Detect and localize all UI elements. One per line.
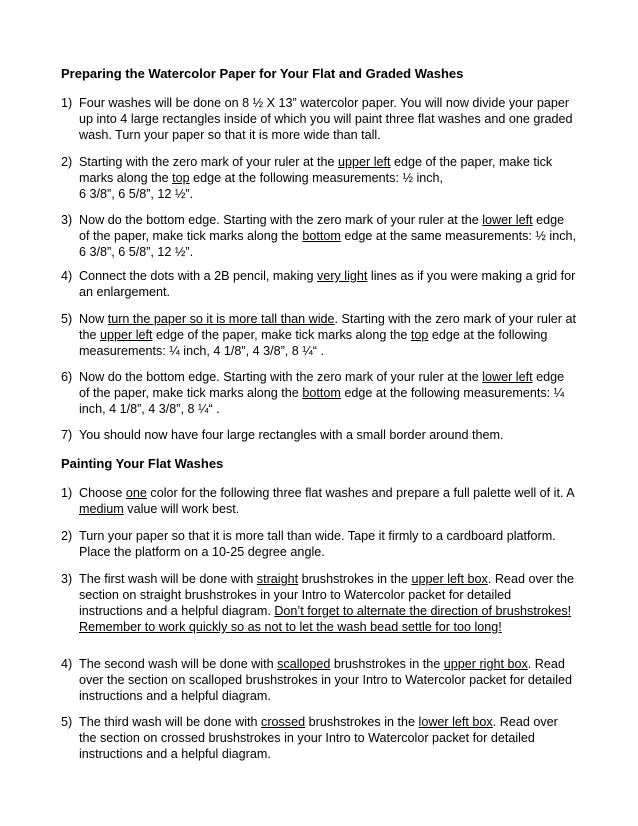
text-line [79, 656, 591, 672]
list-item-text [79, 528, 591, 560]
text-run: instructions and a helpful diagram. [79, 689, 271, 703]
underlined-text: straight [256, 572, 299, 586]
text-run: Connect the dots with a 2B pencil, making [79, 269, 318, 283]
list-item [61, 311, 591, 359]
text-run: Starting with the zero mark of your ruler at the [79, 155, 338, 169]
text-run: . Read over the [487, 572, 574, 586]
text-line [79, 170, 591, 186]
text-run: Turn your paper so that it is more tall than wide. Tape it firmly to a cardboard platform. [79, 529, 556, 543]
underlined-text: upper left [100, 328, 153, 342]
list-number: 4) [61, 269, 73, 283]
text-line [79, 268, 591, 284]
text-run: . Read over [492, 715, 558, 729]
list-item [61, 485, 591, 517]
text-line [79, 501, 591, 517]
text-line [79, 714, 591, 730]
text-run: The first wash will be done with [79, 572, 257, 586]
underlined-text: lower left [482, 213, 533, 227]
underlined-text: Don’t forget to alternate the direction of brushstrokes! [274, 604, 572, 618]
text-line [79, 427, 591, 443]
text-run: Now do the bottom edge. Starting with the zero mark of your ruler at the [79, 213, 483, 227]
list-item [61, 528, 591, 560]
text-line [79, 401, 591, 417]
text-run: instructions and a helpful diagram. [79, 604, 275, 618]
underlined-text: one [125, 486, 147, 500]
text-line [79, 544, 591, 560]
list-number: 2) [61, 529, 73, 543]
text-run: brushstrokes in the [330, 657, 444, 671]
text-run: Four washes will be done on 8 ½ X 13” watercolor paper. You will now divide your paper [79, 96, 570, 110]
list-number: 1) [61, 96, 73, 110]
text-line [79, 688, 591, 704]
text-run: edge [532, 370, 565, 384]
text-run: Choose [79, 486, 126, 500]
list-item-text [79, 311, 591, 359]
text-line [79, 186, 591, 202]
list-item [61, 95, 591, 143]
underlined-text: upper right box [443, 657, 528, 671]
text-run: You should now have four large rectangles with a small border around them. [79, 428, 504, 442]
text-run: . Read [527, 657, 565, 671]
text-line [79, 95, 591, 111]
text-run: an enlargement. [79, 285, 171, 299]
text-line [79, 571, 591, 587]
list-number: 3) [61, 572, 73, 586]
text-run: up into 4 large rectangles inside of which you will paint three flat washes and one graded [79, 112, 573, 126]
text-line [79, 284, 591, 300]
text-line [79, 154, 591, 170]
text-line [79, 311, 591, 327]
text-run: of the paper, make tick marks along the [79, 229, 303, 243]
list-item [61, 656, 591, 704]
underlined-text: top [172, 171, 190, 185]
text-line [79, 369, 591, 385]
text-run: edge at the following measurements: ½ inch, [189, 171, 444, 185]
section-heading-preparing-paper: Preparing the Watercolor Paper for Your Flat and Graded Washes [61, 66, 464, 81]
text-run: the section on crossed brushstrokes in your Intro to Watercolor packet for detailed [79, 731, 535, 745]
text-run: 6 3/8”, 6 5/8”, 12 ½”. [79, 187, 194, 201]
text-line [79, 111, 591, 127]
text-run: edge [532, 213, 565, 227]
underlined-text: bottom [302, 229, 341, 243]
text-line [79, 603, 591, 619]
text-run: edge at the following [428, 328, 548, 342]
text-line [79, 672, 591, 688]
list-item-text [79, 212, 591, 260]
text-run: instructions and a helpful diagram. [79, 747, 271, 761]
text-line [79, 528, 591, 544]
list-item [61, 212, 591, 260]
text-run: brushstrokes in the [305, 715, 419, 729]
text-run: inch, 4 1/8”, 4 3/8”, 8 ¼“ . [79, 402, 220, 416]
list-number: 1) [61, 486, 73, 500]
text-run: edge of the paper, make tick [390, 155, 553, 169]
text-run: marks along the [79, 171, 173, 185]
text-run: color for the following three flat washes and prepare a full palette well of it. A [146, 486, 575, 500]
text-run: Place the platform on a 10-25 degree angle. [79, 545, 325, 559]
list-number: 6) [61, 370, 73, 384]
underlined-text: crossed [261, 715, 306, 729]
underlined-text: scalloped [277, 657, 331, 671]
text-line [79, 127, 591, 143]
underlined-text: very light [317, 269, 368, 283]
text-run: brushstrokes in the [298, 572, 412, 586]
list-item [61, 427, 591, 443]
text-line [79, 385, 591, 401]
text-run: edge of the paper, make tick marks along the [152, 328, 411, 342]
underlined-text: upper left [337, 155, 391, 169]
underlined-text: medium [79, 502, 124, 516]
list-item-text [79, 268, 591, 300]
text-run: value will work best. [123, 502, 240, 516]
text-line [79, 327, 591, 343]
list-item [61, 714, 591, 762]
text-line [79, 485, 591, 501]
list-item-text [79, 154, 591, 202]
text-run: The third wash will be done with [79, 715, 262, 729]
text-line [79, 228, 591, 244]
list-item-text [79, 427, 591, 443]
text-run: Now do the bottom edge. Starting with the zero mark of your ruler at the [79, 370, 483, 384]
text-line [79, 746, 591, 762]
list-item [61, 268, 591, 300]
list-item-text [79, 714, 591, 762]
text-run: wash. Turn your paper so that it is more wide than tall. [79, 128, 381, 142]
text-line [79, 343, 591, 359]
underlined-text: lower left [482, 370, 533, 384]
text-line [79, 619, 591, 635]
text-run: 6 3/8”, 6 5/8”, 12 ½”. [79, 245, 194, 259]
list-item [61, 154, 591, 202]
text-run: edge at the same measurements: ½ inch, [340, 229, 577, 243]
underlined-text: top [410, 328, 429, 342]
text-run: over the section on scalloped brushstrokes in your Intro to Watercolor packet for detailed [79, 673, 573, 687]
list-item-text [79, 656, 591, 704]
list-item-text [79, 485, 591, 517]
text-run: section on straight brushstrokes in your Intro to Watercolor packet for detailed [79, 588, 512, 602]
underlined-text: bottom [302, 386, 341, 400]
underlined-text: Remember to work quickly so as not to let the wash bead settle for too long! [79, 620, 502, 634]
text-run: edge at the following measurements: ¼ [340, 386, 565, 400]
list-item [61, 369, 591, 417]
list-item-text [79, 571, 591, 635]
text-line [79, 730, 591, 746]
list-number: 5) [61, 312, 73, 326]
underlined-text: turn the paper so it is more tall than wide [107, 312, 335, 326]
text-line [79, 244, 591, 260]
text-line [79, 212, 591, 228]
list-item [61, 571, 591, 635]
list-number: 5) [61, 715, 73, 729]
list-item-text [79, 369, 591, 417]
list-number: 3) [61, 213, 73, 227]
text-run: the [79, 328, 101, 342]
text-run: The second wash will be done with [79, 657, 278, 671]
list-number: 7) [61, 428, 73, 442]
text-run: Now [79, 312, 108, 326]
list-number: 2) [61, 155, 73, 169]
text-run: measurements: ¼ inch, 4 1/8”, 4 3/8”, 8 ¼“ . [79, 344, 324, 358]
text-run: of the paper, make tick marks along the [79, 386, 303, 400]
list-item-text [79, 95, 591, 143]
text-run: . Starting with the zero mark of your ruler at [334, 312, 576, 326]
underlined-text: upper left box [411, 572, 488, 586]
list-number: 4) [61, 657, 73, 671]
underlined-text: lower left box [418, 715, 493, 729]
section-heading-flat-washes: Painting Your Flat Washes [61, 456, 224, 471]
text-run: lines as if you were making a grid for [367, 269, 576, 283]
text-line [79, 587, 591, 603]
